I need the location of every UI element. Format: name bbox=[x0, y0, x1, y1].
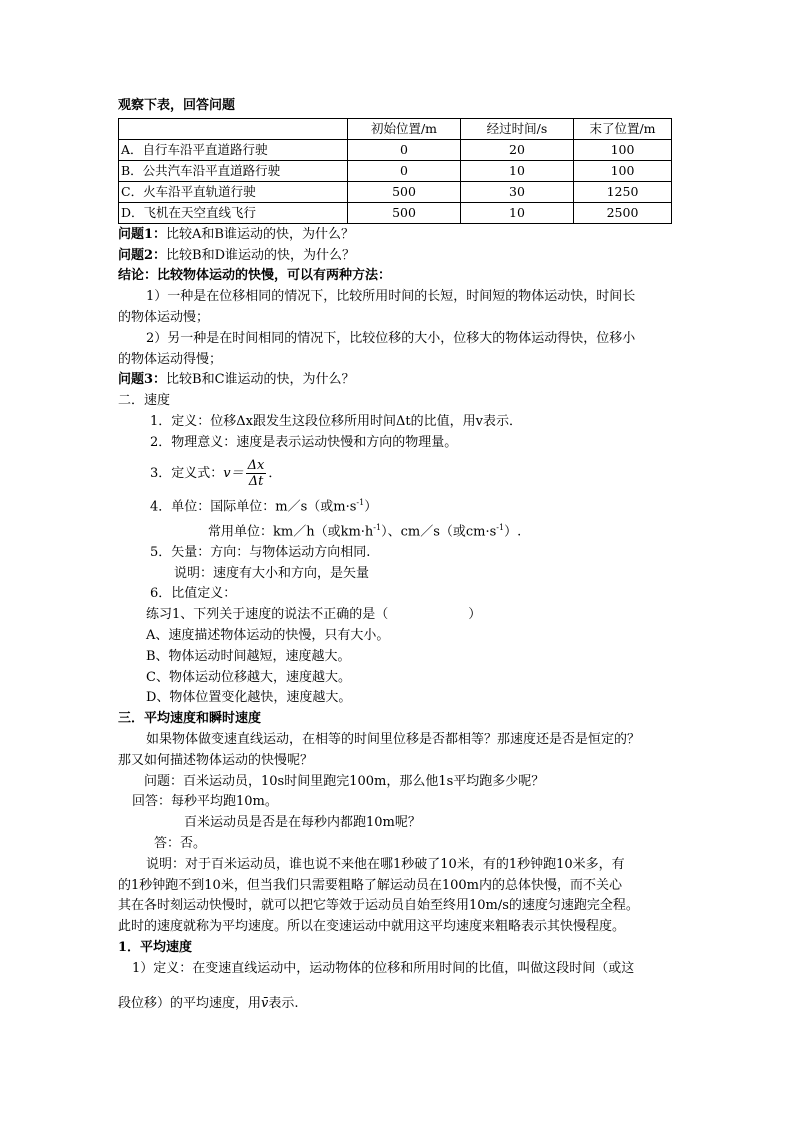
section-2-heading: 二．速度 bbox=[118, 393, 171, 409]
table-row bbox=[119, 181, 672, 202]
unit-text: 常用单位：km／h（或km·h bbox=[208, 524, 374, 540]
table-cell: 100 bbox=[574, 160, 672, 181]
table-header-cell: 末了位置/m bbox=[574, 118, 672, 139]
average-velocity-cont bbox=[118, 994, 678, 1015]
table-header-cell: 初始位置/m bbox=[348, 118, 461, 139]
note-line: 其在各时刻运动快慢时，就可以把它等效于运动员自始至终用10m/s的速度匀速跑完全程。 bbox=[118, 898, 639, 914]
example-answer bbox=[118, 792, 678, 813]
question-1 bbox=[118, 225, 678, 246]
subsection-heading: 1．平均速度 bbox=[118, 939, 193, 955]
table-row bbox=[119, 160, 672, 181]
formula-label: 3．定义式： bbox=[150, 465, 224, 481]
unit-superscript: -1 bbox=[356, 497, 365, 507]
table-header-cell: 经过时间/s bbox=[461, 118, 574, 139]
unit-text: ）、cm／s（或cm·s bbox=[381, 524, 497, 540]
table-cell: 10 bbox=[461, 202, 574, 223]
exercise-text: 练习1、下列关于速度的说法不正确的是（ bbox=[146, 607, 389, 623]
section-title: 观察下表，回答问题 bbox=[118, 98, 236, 113]
table-row bbox=[119, 202, 672, 223]
question-label: 问题2： bbox=[118, 247, 167, 263]
answer-label: 回答： bbox=[132, 794, 172, 810]
method-1-line: 1）一种是在位移相同的情况下，比较所用时间的长短，时间短的物体运动快，时间长 bbox=[146, 289, 636, 305]
table-cell: 2500 bbox=[574, 202, 672, 223]
question-3 bbox=[118, 370, 678, 391]
physical-meaning: 2．物理意义：速度是表示运动快慢和方向的物理量。 bbox=[150, 434, 458, 450]
table-cell: A．自行车沿平直道路行驶 bbox=[119, 139, 348, 160]
unit-superscript: -1 bbox=[373, 522, 382, 532]
question-text: 比较B和C谁运动的快，为什么？ bbox=[166, 372, 355, 388]
method-2-cont: 的物体运动得慢； bbox=[118, 351, 223, 367]
unit-superscript: -1 bbox=[496, 522, 505, 532]
unit-text-end: ）. bbox=[504, 524, 522, 540]
table-cell: 30 bbox=[461, 181, 574, 202]
table-row bbox=[119, 139, 672, 160]
fraction-numerator: Δx bbox=[247, 457, 265, 473]
method-1-cont: 的物体运动慢； bbox=[118, 309, 210, 325]
option-d: D、物体位置变化越快，速度越大。 bbox=[146, 690, 352, 706]
table-header-row bbox=[119, 118, 672, 139]
example-question bbox=[118, 772, 678, 793]
exercise-text-end: ） bbox=[468, 607, 482, 623]
unit-common bbox=[118, 518, 678, 543]
follow-up-question: 百米运动员是否是在每秒内都跑10m呢？ bbox=[184, 815, 421, 831]
velocity-definition: 1．定义：位移Δx跟发生这段位移所用时间Δt的比值，用v表示． bbox=[150, 413, 522, 429]
table-header-cell bbox=[119, 118, 348, 139]
unit-text-end: ） bbox=[364, 498, 378, 514]
question-label: 问题3： bbox=[118, 372, 167, 388]
vector-note: 说明：速度有大小和方向，是矢量 bbox=[174, 565, 370, 581]
note-line: 说明：对于百米运动员，谁也说不来他在哪1秒破了10米，有的1秒钟跑10米多，有 bbox=[146, 856, 625, 872]
text-part: 段位移）的平均速度，用 bbox=[118, 995, 262, 1011]
option-c: C、物体运动位移越大，速度越大。 bbox=[146, 669, 351, 685]
table-cell: B．公共汽车沿平直道路行驶 bbox=[119, 160, 348, 181]
question-label: 问题1： bbox=[118, 226, 167, 242]
table-cell: 500 bbox=[348, 181, 461, 202]
note-line: 此时的速度就称为平均速度。所以在变速运动中就用这平均速度来粗略表示其快慢程度。 bbox=[118, 919, 626, 935]
option-a: A、速度描述物体运动的快慢，只有大小。 bbox=[146, 628, 390, 643]
exercise-question bbox=[118, 605, 678, 626]
average-velocity-symbol: v̄ bbox=[261, 995, 269, 1011]
fraction-denominator: Δt bbox=[248, 473, 264, 489]
paragraph-line: 如果物体做变速直线运动，在相等的时间里位移是否都相等？那速度还是否是恒定的？ bbox=[146, 731, 641, 747]
note-line: 的1秒钟跑不到10米，但当我们只需要粗略了解运动员在100m内的总体快慢，而不关心 bbox=[118, 877, 622, 893]
velocity-fraction bbox=[246, 458, 267, 489]
ratio-definition: 6．比值定义： bbox=[150, 586, 237, 602]
table-cell: C．火车沿平直轨道行驶 bbox=[119, 181, 348, 202]
table-cell: 0 bbox=[348, 139, 461, 160]
option-b: B、物体运动时间越短，速度越大。 bbox=[146, 648, 351, 664]
table-cell: D．飞机在天空直线飞行 bbox=[119, 202, 348, 223]
answer-text: 每秒平均跑10m。 bbox=[171, 794, 278, 810]
definition-formula bbox=[118, 458, 678, 489]
follow-up-answer: 答：否。 bbox=[154, 835, 207, 851]
table-cell: 1250 bbox=[574, 181, 672, 202]
unit-text: 4．单位：国际单位：m／s（或m·s bbox=[150, 498, 357, 514]
table-cell: 10 bbox=[461, 160, 574, 181]
conclusion: 结论：比较物体运动的快慢，可以有两种方法： bbox=[118, 268, 392, 284]
table-cell: 100 bbox=[574, 139, 672, 160]
text-part: 表示. bbox=[268, 995, 299, 1011]
document-page bbox=[118, 96, 678, 1014]
paragraph-line: 那又如何描述物体运动的快慢呢？ bbox=[118, 752, 314, 768]
table-cell: 500 bbox=[348, 202, 461, 223]
table-cell: 0 bbox=[348, 160, 461, 181]
formula-lhs: v＝ bbox=[223, 465, 244, 481]
section-3-heading: 三．平均速度和瞬时速度 bbox=[118, 711, 262, 727]
formula-end: ． bbox=[268, 465, 282, 481]
observation-table bbox=[118, 118, 672, 224]
vector-direction: 5．矢量：方向：与物体运动方向相同. bbox=[150, 544, 371, 560]
question-label: 问题： bbox=[144, 773, 184, 789]
unit-international bbox=[118, 493, 678, 518]
question-2 bbox=[118, 246, 678, 267]
question-text: 比较B和D谁运动的快，为什么？ bbox=[166, 247, 356, 263]
question-text: 比较A和B谁运动的快，为什么？ bbox=[166, 226, 354, 242]
method-2-line: 2）另一种是在时间相同的情况下，比较位移的大小，位移大的物体运动得快，位移小 bbox=[146, 330, 636, 346]
average-velocity-definition: 1）定义：在变速直线运动中，运动物体的位移和所用时间的比值，叫做这段时间（或这 bbox=[132, 960, 635, 976]
question-text: 百米运动员，10s时间里跑完100m，那么他1s平均跑多少呢？ bbox=[183, 773, 545, 789]
table-cell: 20 bbox=[461, 139, 574, 160]
